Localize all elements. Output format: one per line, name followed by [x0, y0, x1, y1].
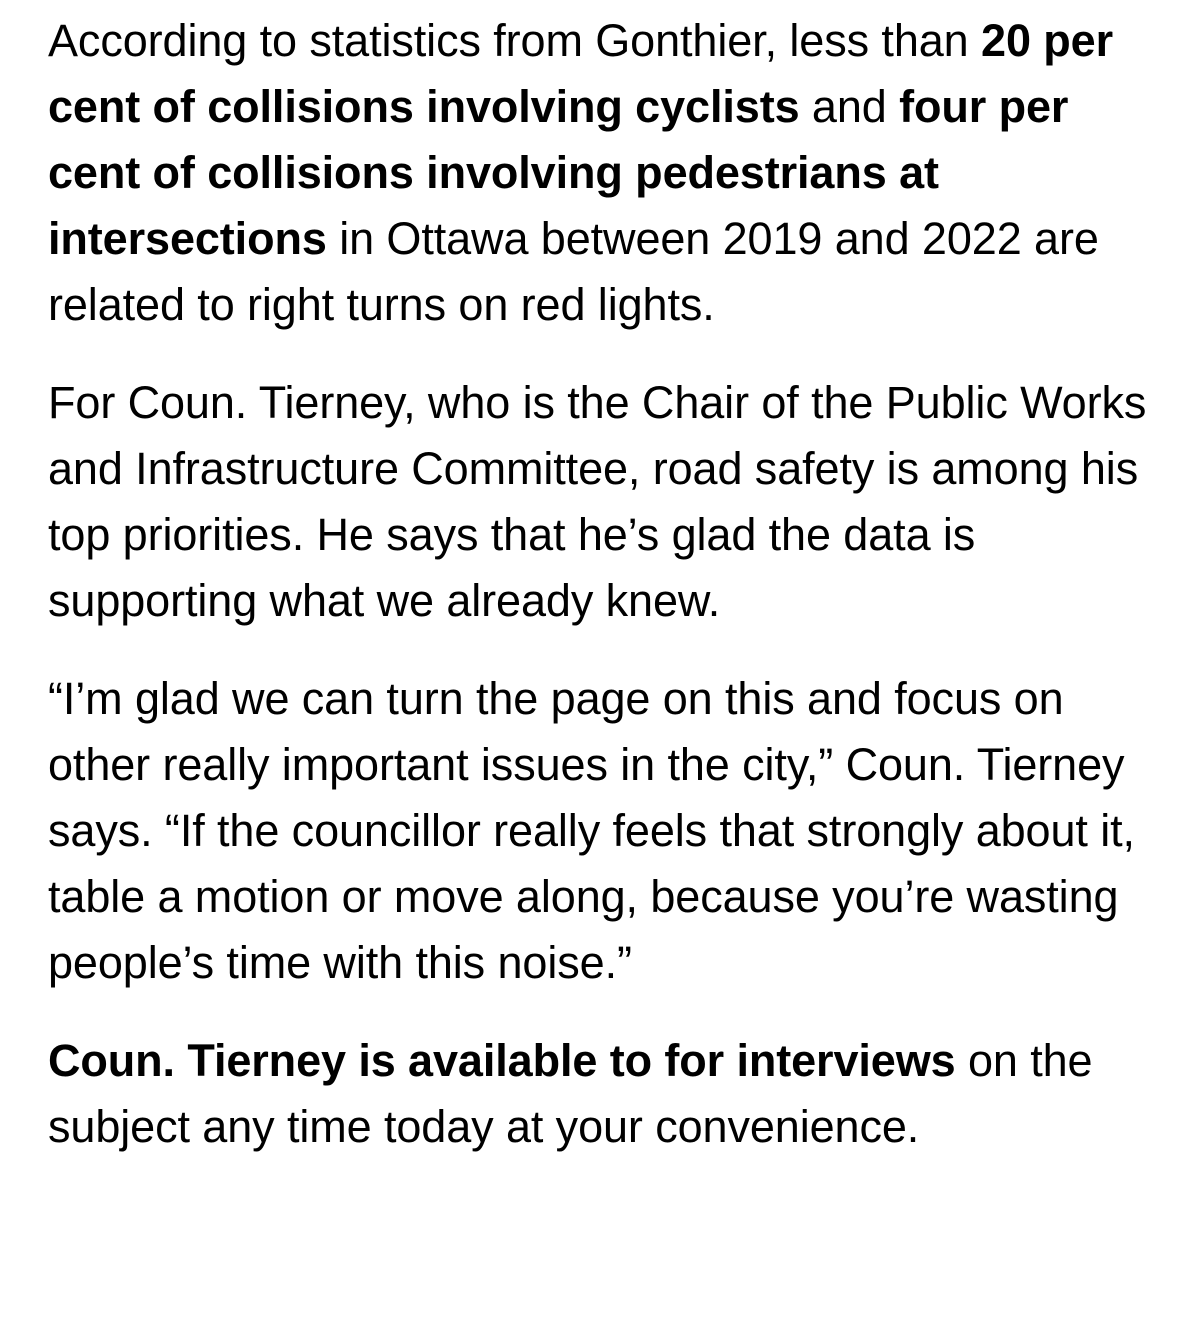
paragraph-tierney-quote [48, 666, 1148, 996]
pedestrian-stat-highlight: four per cent of collisions involving pedestrians at intersections [48, 81, 1069, 264]
cyclist-stat-highlight: 20 per cent of collisions involving cyclists [48, 15, 1113, 132]
stat-intro-text: According to statistics from Gonthier, less than [48, 15, 982, 66]
paragraph-tierney-priorities [48, 370, 1148, 634]
paragraph-collision-statistics [48, 8, 1148, 338]
availability-text: on the subject any time today at your convenience. [48, 1035, 1093, 1152]
stat-outro-text: in Ottawa between 2019 and 2022 are related to right turns on red lights. [48, 213, 1099, 330]
article-body [48, 8, 1148, 1192]
priorities-text: For Coun. Tierney, who is the Chair of the Public Works and Infrastructure Committee, road safety is among his top priorities. He says that he’s glad the data is supporting what we already knew. [48, 377, 1147, 626]
connector-text: and [799, 81, 900, 132]
availability-highlight: Coun. Tierney is available to for interviews [48, 1035, 956, 1086]
quote-text: “I’m glad we can turn the page on this and focus on other really important issues in the city,” Coun. Tierney says. “If the councillor really feels that strongly about it, table a motion or move along, because you’re wasting people’s time with this noise.” [48, 673, 1135, 988]
paragraph-availability [48, 1028, 1148, 1160]
